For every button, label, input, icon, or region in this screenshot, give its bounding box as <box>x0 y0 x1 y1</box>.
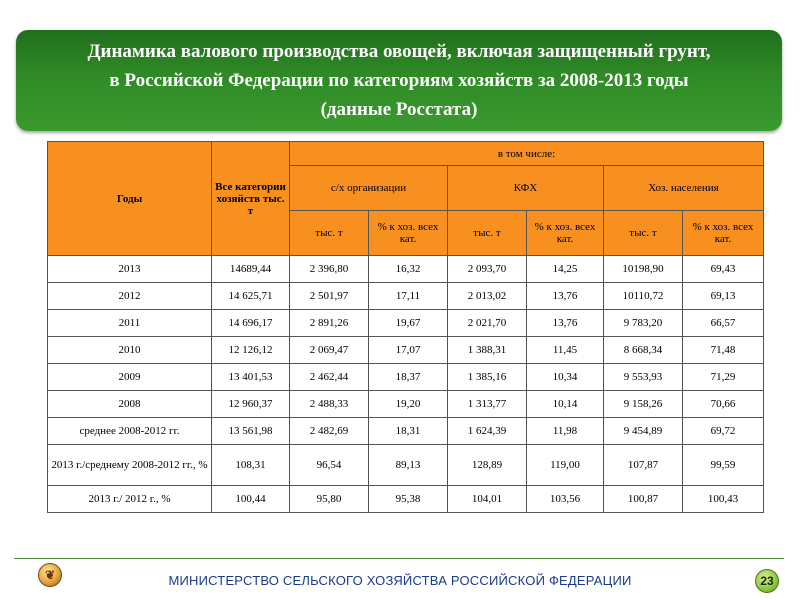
table-cell: 103,56 <box>527 486 604 513</box>
table-row <box>48 391 764 418</box>
table-cell: 17,11 <box>369 283 448 310</box>
table-cell: 95,38 <box>369 486 448 513</box>
table-cell: 2 396,80 <box>290 256 369 283</box>
table-cell: 2 462,44 <box>290 364 369 391</box>
table-cell: 11,98 <box>527 418 604 445</box>
header-sub: % к хоз. всех кат. <box>369 211 448 256</box>
table-row <box>48 256 764 283</box>
table-cell: 100,87 <box>604 486 683 513</box>
header-sub: % к хоз. всех кат. <box>683 211 764 256</box>
table-cell: 100,44 <box>212 486 290 513</box>
title-banner <box>16 30 782 131</box>
table-cell: 13,76 <box>527 283 604 310</box>
table-row <box>48 337 764 364</box>
table-cell: 119,00 <box>527 445 604 486</box>
table-cell: 19,20 <box>369 391 448 418</box>
header-group-households: Хоз. населения <box>604 166 764 211</box>
table-cell: 104,01 <box>448 486 527 513</box>
table-cell: 9 553,93 <box>604 364 683 391</box>
table-cell: 1 385,16 <box>448 364 527 391</box>
table-cell: 18,37 <box>369 364 448 391</box>
row-label: 2013 <box>48 256 212 283</box>
table-cell: 9 158,26 <box>604 391 683 418</box>
ministry-name: МИНИСТЕРСТВО СЕЛЬСКОГО ХОЗЯЙСТВА РОССИЙСКОЙ ФЕДЕРАЦИИ <box>168 573 632 588</box>
table-cell: 8 668,34 <box>604 337 683 364</box>
title-line-3: (данные Росстата) <box>320 99 478 120</box>
row-label: 2011 <box>48 310 212 337</box>
table-cell: 2 069,47 <box>290 337 369 364</box>
header-all-categories: Все категории хозяйств тыс. т <box>212 142 290 256</box>
row-label: среднее 2008-2012 гг. <box>48 418 212 445</box>
table-cell: 2 488,33 <box>290 391 369 418</box>
table-cell: 107,87 <box>604 445 683 486</box>
row-label: 2008 <box>48 391 212 418</box>
table-cell: 95,80 <box>290 486 369 513</box>
table-cell: 89,13 <box>369 445 448 486</box>
table-cell: 96,54 <box>290 445 369 486</box>
table-row <box>48 283 764 310</box>
title-line-2: в Российской Федерации по категориям хозяйств за 2008-2013 годы <box>109 70 689 91</box>
table-cell: 17,07 <box>369 337 448 364</box>
table-cell: 100,43 <box>683 486 764 513</box>
header-group-farms: КФХ <box>448 166 604 211</box>
footer-divider <box>14 558 784 559</box>
table-cell: 9 454,89 <box>604 418 683 445</box>
table-cell: 69,43 <box>683 256 764 283</box>
row-label: 2012 <box>48 283 212 310</box>
emblem-icon: ❦ <box>38 563 62 587</box>
table-cell: 1 313,77 <box>448 391 527 418</box>
table-cell: 11,45 <box>527 337 604 364</box>
table-cell: 9 783,20 <box>604 310 683 337</box>
table-cell: 16,32 <box>369 256 448 283</box>
table-cell: 1 388,31 <box>448 337 527 364</box>
production-table <box>47 141 764 513</box>
table-cell: 70,66 <box>683 391 764 418</box>
header-years: Годы <box>48 142 212 256</box>
table-row <box>48 486 764 513</box>
row-label: 2009 <box>48 364 212 391</box>
table-cell: 2 891,26 <box>290 310 369 337</box>
table-cell: 10198,90 <box>604 256 683 283</box>
table-cell: 128,89 <box>448 445 527 486</box>
table-cell: 2 482,69 <box>290 418 369 445</box>
table-cell: 2 013,02 <box>448 283 527 310</box>
header-sub: тыс. т <box>604 211 683 256</box>
table-cell: 10,34 <box>527 364 604 391</box>
header-sub: % к хоз. всех кат. <box>527 211 604 256</box>
table-cell: 99,59 <box>683 445 764 486</box>
page-number: 23 <box>755 569 779 593</box>
table-cell: 14 696,17 <box>212 310 290 337</box>
table-cell: 108,31 <box>212 445 290 486</box>
table-cell: 12 126,12 <box>212 337 290 364</box>
table-row <box>48 364 764 391</box>
title-line-1: Динамика валового производства овощей, включая защищенный грунт, <box>87 41 711 62</box>
table-cell: 1 624,39 <box>448 418 527 445</box>
table-row <box>48 418 764 445</box>
table-cell: 14 625,71 <box>212 283 290 310</box>
table-body <box>48 256 764 513</box>
table-cell: 2 021,70 <box>448 310 527 337</box>
table-cell: 18,31 <box>369 418 448 445</box>
table-cell: 2 501,97 <box>290 283 369 310</box>
row-label: 2013 г./ 2012 г., % <box>48 486 212 513</box>
table-cell: 2 093,70 <box>448 256 527 283</box>
header-sub: тыс. т <box>448 211 527 256</box>
table-cell: 14689,44 <box>212 256 290 283</box>
table-cell: 66,57 <box>683 310 764 337</box>
table-cell: 14,25 <box>527 256 604 283</box>
table-cell: 13,76 <box>527 310 604 337</box>
header-group-agri-orgs: с/х организации <box>290 166 448 211</box>
table-cell: 10,14 <box>527 391 604 418</box>
table-cell: 10110,72 <box>604 283 683 310</box>
table-cell: 69,72 <box>683 418 764 445</box>
table-cell: 13 561,98 <box>212 418 290 445</box>
table-cell: 71,29 <box>683 364 764 391</box>
table-row <box>48 310 764 337</box>
table-cell: 71,48 <box>683 337 764 364</box>
table-cell: 12 960,37 <box>212 391 290 418</box>
table-cell: 13 401,53 <box>212 364 290 391</box>
header-sub: тыс. т <box>290 211 369 256</box>
table-cell: 19,67 <box>369 310 448 337</box>
row-label: 2013 г./среднему 2008-2012 гг., % <box>48 445 212 486</box>
table-row <box>48 445 764 486</box>
header-including: в том числе: <box>290 142 764 166</box>
table-cell: 69,13 <box>683 283 764 310</box>
row-label: 2010 <box>48 337 212 364</box>
